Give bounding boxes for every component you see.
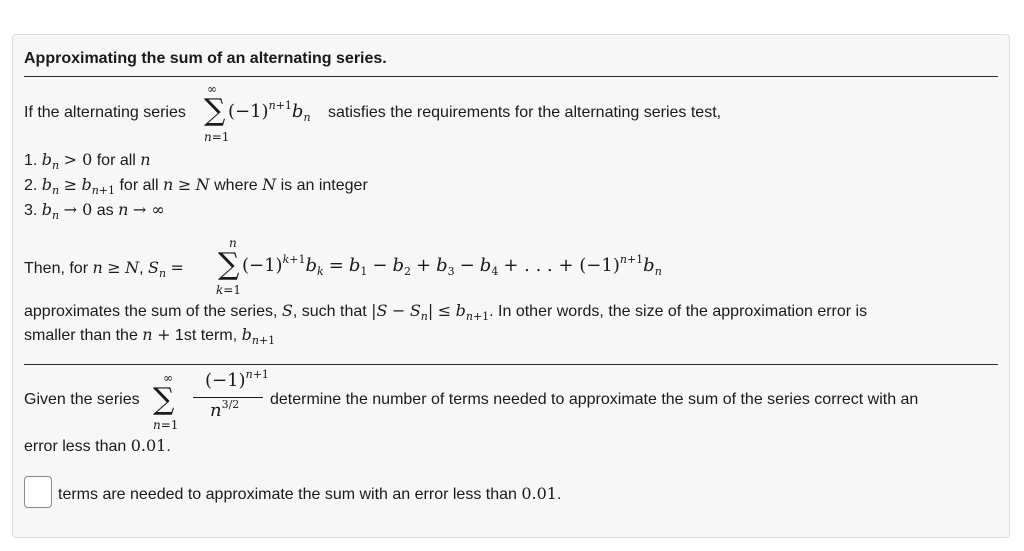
fraction-numerator: $(-1)^{n+1}$ [205,368,269,391]
intro-suffix: satisfies the requirements for the alternating series test, [328,104,722,121]
intro-prefix: If the alternating series [24,104,186,121]
given-sum-upper-limit: ∞ [163,371,173,385]
given-prefix: Given the series [24,391,140,408]
requirement-3: 3. $b_n \to 0$ as n → ∞ [24,200,165,222]
partial-sum-lower-limit: k=1 [216,283,241,297]
title-divider [24,76,998,77]
series-term: $(-1)^{n+1}b_n$ [228,99,311,124]
error-term-line: smaller than the n + 1st term, $b_{n+1}$ [24,325,276,347]
partial-sum-expansion: $(-1)^{k+1}b_k = b_1 - b_2 + b_3 - b_4$ + . . . + $(-1)^{n+1}b_n$ [242,253,662,278]
given-sigma: ∑ [153,382,175,417]
partial-sum-upper-limit: n [229,236,237,250]
given-sum-lower-limit: n=1 [153,418,179,432]
sigma-symbol: ∑ [204,93,226,128]
section-divider [24,364,998,365]
approximation-line: approximates the sum of the series, S, such that $|S - S_n| \le b_{n+1}$. In other words, the size of the approximation error is [24,301,868,323]
requirement-2: 2. $b_n \ge b_{n+1}$ for all n ≥ N where N is an integer [24,175,368,197]
problem-title: Approximating the sum of an alternating series. [24,50,387,67]
requirement-1: 1. $b_n > 0$ for all n [24,150,151,172]
sum-lower-limit: n=1 [204,130,230,144]
sum-upper-limit: ∞ [207,82,217,96]
fraction-denominator: $n^{3/2}$ [210,398,240,421]
given-suffix: determine the number of terms needed to approximate the sum of the series correct with an [270,391,919,408]
partial-sum-sigma: ∑ [218,247,240,282]
then-line: Then, for n ≥ N, $S_n$ = [24,258,184,280]
error-tolerance-line: error less than 0.01. [24,436,171,455]
terms-answer-input[interactable] [24,476,52,508]
answer-suffix: terms are needed to approximate the sum with an error less than 0.01. [58,484,562,503]
